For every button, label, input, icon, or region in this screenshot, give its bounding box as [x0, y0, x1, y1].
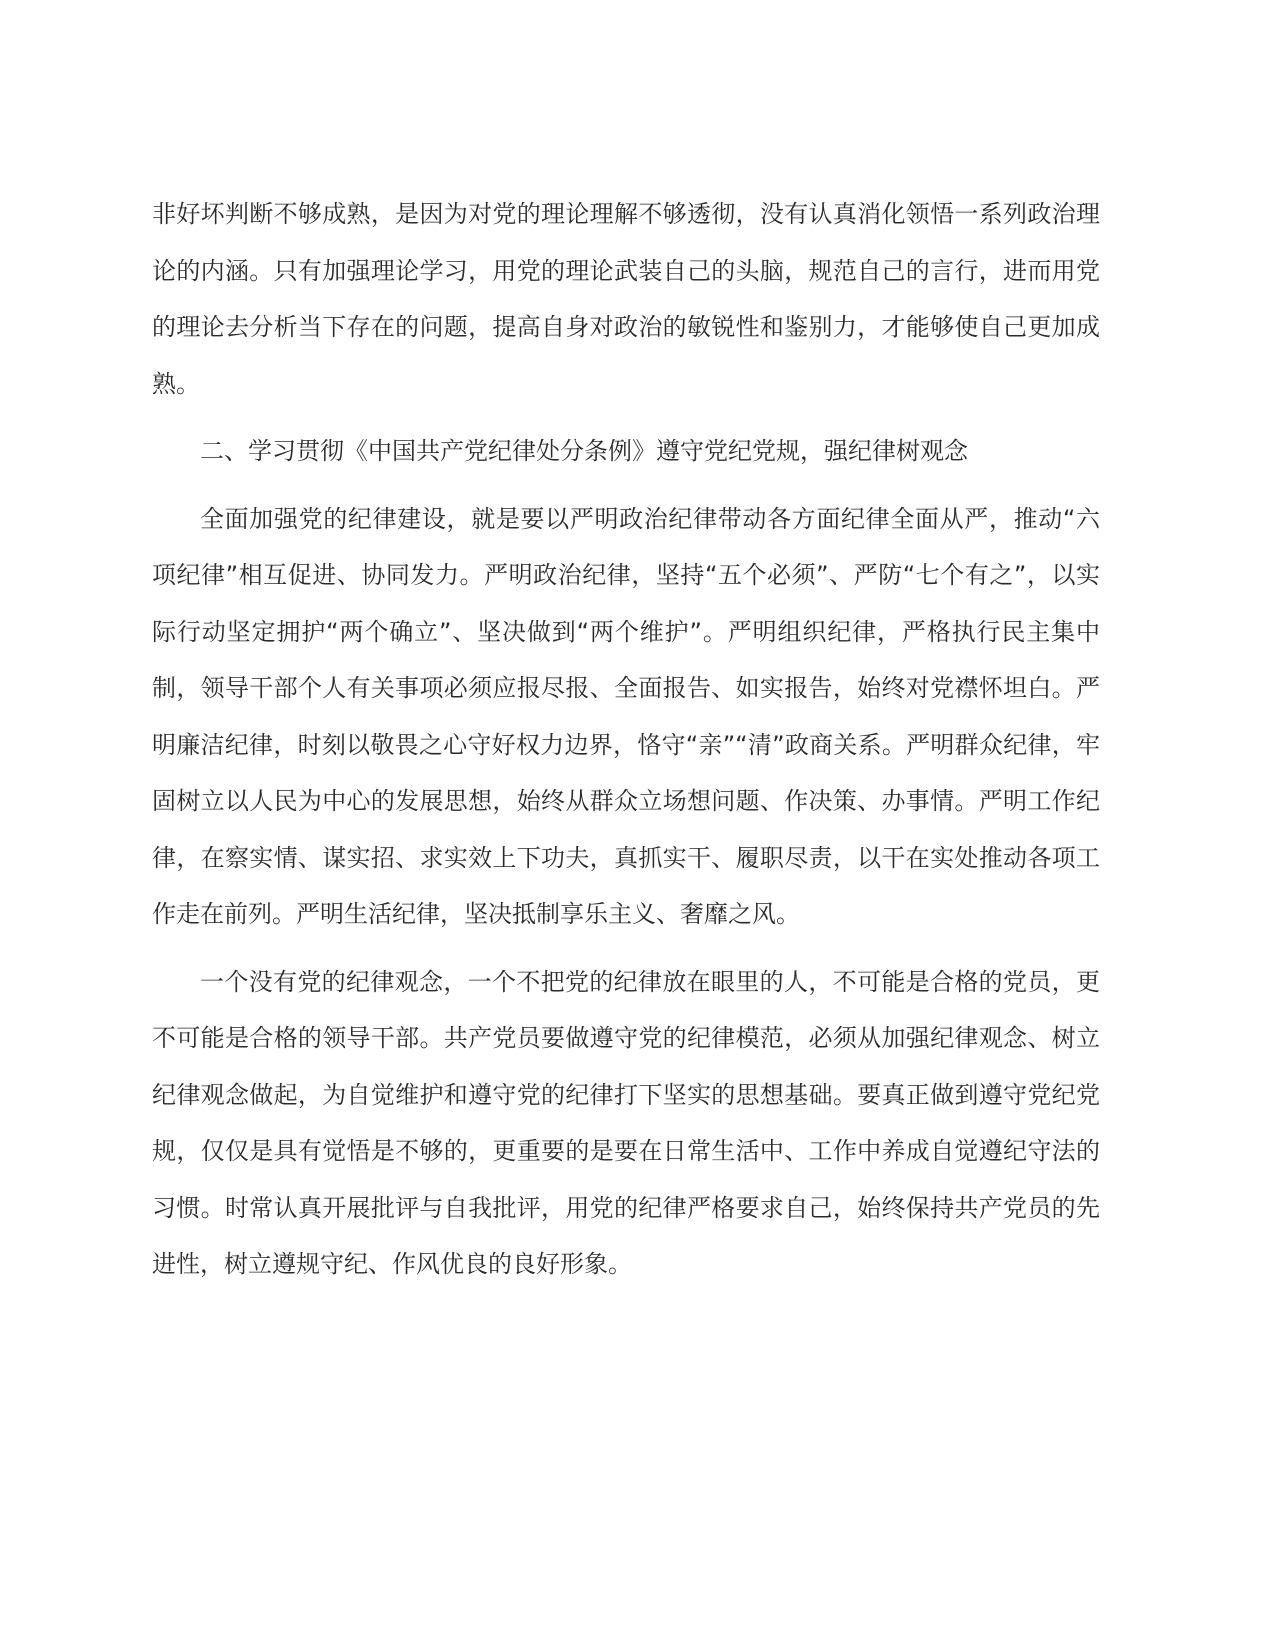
paragraph-discipline-concept: 一个没有党的纪律观念，一个不把党的纪律放在眼里的人，不可能是合格的党员，更不可能是合格的领导干部。共产党员要做遵守党的纪律模范，必须从加强纪律观念、树立纪律观念做起，为自觉维护和遵守党的纪律打下坚实的思想基础。要真正做到遵守党纪党规，仅仅是具有觉悟是不够的，更重要的是要在日常生活中、工作中养成自觉遵纪守法的习惯。时常认真开展批评与自我批评，用党的纪律严格要求自己，始终保持共产党员的先进性，树立遵规守纪、作风优良的良好形象。: [152, 967, 1100, 1278]
paragraph-continued: 非好坏判断不够成熟，是因为对党的理论理解不够透彻，没有认真消化领悟一系列政治理论的内涵。只有加强理论学习，用党的理论武装自己的头脑，规范自己的言行，进而用党的理论去分析当下存在的问题，提高自身对政治的敏锐性和鉴别力，才能够使自己更加成熟。: [152, 200, 1100, 398]
paragraph-discipline-building: 全面加强党的纪律建设，就是要以严明政治纪律带动各方面纪律全面从严，推动“六项纪律”相互促进、协同发力。严明政治纪律，坚持“五个必须”、严防“七个有之”，以实际行动坚定拥护“两个确立”、坚决做到“两个维护”。严明组织纪律，严格执行民主集中制，领导干部个人有关事项必须应报尽报、全面报告、如实报告，始终对党襟怀坦白。严明廉洁纪律，时刻以敬畏之心守好权力边界，恪守“亲”“清”政商关系。严明群众纪律，牢固树立以人民为中心的发展思想，始终从群众立场想问题、作决策、办事情。严明工作纪律，在察实情、谋实招、求实效上下功夫，真抓实干、履职尽责，以干在实处推动各项工作走在前列。严明生活纪律，坚决抵制享乐主义、奢靡之风。: [152, 504, 1100, 928]
section-heading: 二、学习贯彻《中国共产党纪律处分条例》遵守党纪党规，强纪律树观念: [200, 437, 968, 465]
document-body: [152, 186, 1100, 1304]
